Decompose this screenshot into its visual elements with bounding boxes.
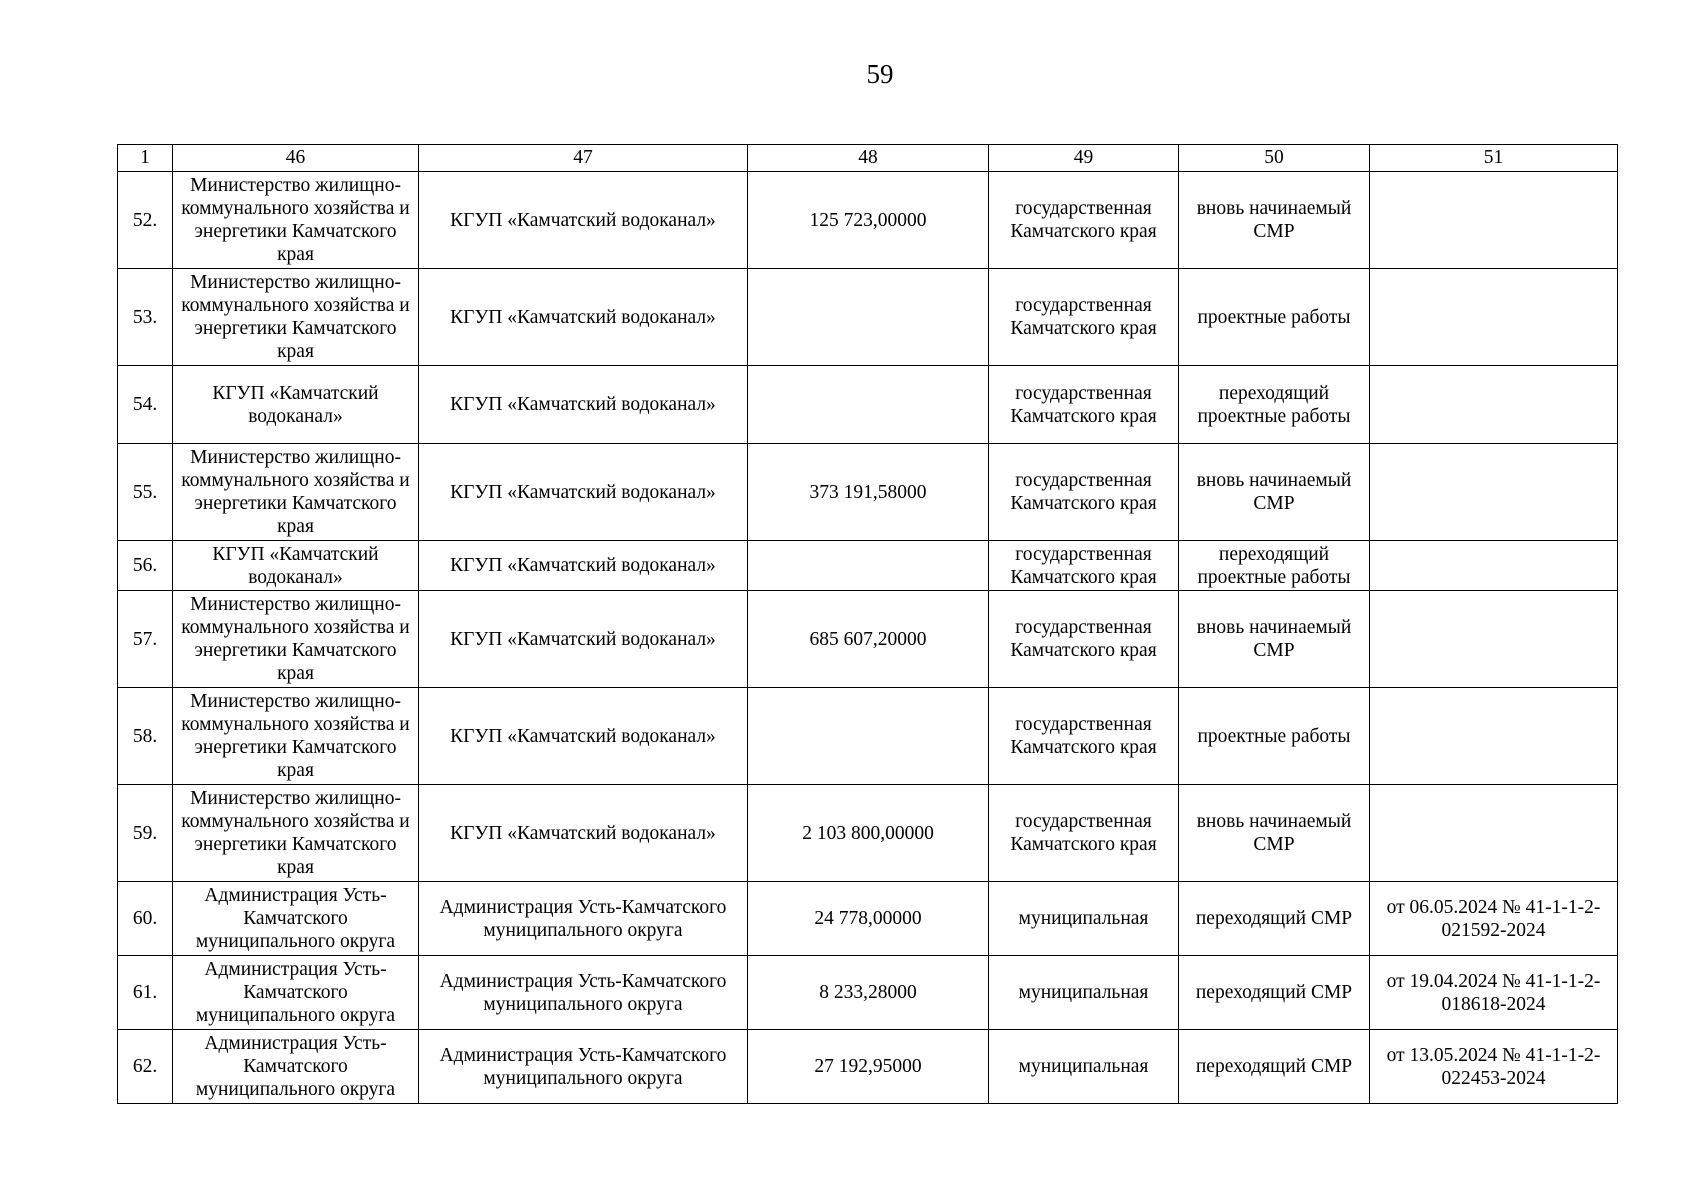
ownership-cell: государственная Камчатского края <box>989 591 1179 688</box>
row-number-cell: 60. <box>118 882 173 956</box>
developer-cell: КГУП «Камчатский водоканал» <box>419 269 748 366</box>
table-row <box>118 366 1618 444</box>
customer-cell: Администрация Усть-Камчатского муниципального округа <box>173 882 419 956</box>
customer-cell: Министерство жилищно-коммунального хозяйства и энергетики Камчатского края <box>173 172 419 269</box>
cost-cell: 373 191,58000 <box>748 444 989 541</box>
header-cell-49: 49 <box>989 145 1179 172</box>
expertise-cell <box>1370 591 1618 688</box>
cost-cell: 685 607,20000 <box>748 591 989 688</box>
work-type-cell: вновь начинаемый СМР <box>1179 591 1370 688</box>
cost-cell <box>748 269 989 366</box>
table-row <box>118 785 1618 882</box>
ownership-cell: государственная Камчатского края <box>989 172 1179 269</box>
header-cell-46: 46 <box>173 145 419 172</box>
table-row <box>118 444 1618 541</box>
row-number-cell: 56. <box>118 541 173 591</box>
cost-cell <box>748 366 989 444</box>
header-row <box>118 145 1618 172</box>
work-type-cell: проектные работы <box>1179 688 1370 785</box>
row-number-cell: 53. <box>118 269 173 366</box>
header-cell-48: 48 <box>748 145 989 172</box>
cost-cell: 8 233,28000 <box>748 956 989 1030</box>
row-number-cell: 55. <box>118 444 173 541</box>
work-type-cell: проектные работы <box>1179 269 1370 366</box>
cost-cell <box>748 688 989 785</box>
header-cell-51: 51 <box>1370 145 1618 172</box>
expertise-cell <box>1370 269 1618 366</box>
table-header <box>118 145 1618 172</box>
developer-cell: КГУП «Камчатский водоканал» <box>419 172 748 269</box>
work-type-cell: переходящий проектные работы <box>1179 366 1370 444</box>
work-type-cell: переходящий СМР <box>1179 1030 1370 1104</box>
customer-cell: Министерство жилищно-коммунального хозяйства и энергетики Камчатского края <box>173 785 419 882</box>
header-cell-50: 50 <box>1179 145 1370 172</box>
row-number-cell: 54. <box>118 366 173 444</box>
work-type-cell: переходящий СМР <box>1179 956 1370 1030</box>
expertise-cell <box>1370 785 1618 882</box>
developer-cell: КГУП «Камчатский водоканал» <box>419 366 748 444</box>
row-number-cell: 61. <box>118 956 173 1030</box>
developer-cell: Администрация Усть-Камчатского муниципального округа <box>419 1030 748 1104</box>
header-cell-47: 47 <box>419 145 748 172</box>
developer-cell: КГУП «Камчатский водоканал» <box>419 444 748 541</box>
customer-cell: Администрация Усть-Камчатского муниципального округа <box>173 956 419 1030</box>
header-cell-1: 1 <box>118 145 173 172</box>
cost-cell: 125 723,00000 <box>748 172 989 269</box>
customer-cell: Администрация Усть-Камчатского муниципального округа <box>173 1030 419 1104</box>
cost-cell: 24 778,00000 <box>748 882 989 956</box>
cost-cell: 2 103 800,00000 <box>748 785 989 882</box>
work-type-cell: переходящий СМР <box>1179 882 1370 956</box>
ownership-cell: государственная Камчатского края <box>989 366 1179 444</box>
table-row <box>118 688 1618 785</box>
expertise-cell: от 19.04.2024 № 41-1-1-2-018618-2024 <box>1370 956 1618 1030</box>
expertise-cell <box>1370 541 1618 591</box>
ownership-cell: государственная Камчатского края <box>989 269 1179 366</box>
ownership-cell: муниципальная <box>989 956 1179 1030</box>
developer-cell: Администрация Усть-Камчатского муниципального округа <box>419 882 748 956</box>
work-type-cell: вновь начинаемый СМР <box>1179 444 1370 541</box>
table-row <box>118 882 1618 956</box>
customer-cell: КГУП «Камчатский водоканал» <box>173 541 419 591</box>
developer-cell: КГУП «Камчатский водоканал» <box>419 591 748 688</box>
row-number-cell: 52. <box>118 172 173 269</box>
table-row <box>118 269 1618 366</box>
developer-cell: Администрация Усть-Камчатского муниципального округа <box>419 956 748 1030</box>
developer-cell: КГУП «Камчатский водоканал» <box>419 688 748 785</box>
customer-cell: Министерство жилищно-коммунального хозяйства и энергетики Камчатского края <box>173 444 419 541</box>
expertise-cell <box>1370 688 1618 785</box>
work-type-cell: вновь начинаемый СМР <box>1179 172 1370 269</box>
data-table <box>117 144 1618 1104</box>
table-row <box>118 591 1618 688</box>
customer-cell: КГУП «Камчатский водоканал» <box>173 366 419 444</box>
developer-cell: КГУП «Камчатский водоканал» <box>419 541 748 591</box>
expertise-cell <box>1370 444 1618 541</box>
table-row <box>118 172 1618 269</box>
row-number-cell: 62. <box>118 1030 173 1104</box>
cost-cell <box>748 541 989 591</box>
ownership-cell: государственная Камчатского края <box>989 541 1179 591</box>
row-number-cell: 57. <box>118 591 173 688</box>
ownership-cell: государственная Камчатского края <box>989 785 1179 882</box>
row-number-cell: 58. <box>118 688 173 785</box>
expertise-cell <box>1370 366 1618 444</box>
ownership-cell: муниципальная <box>989 882 1179 956</box>
ownership-cell: государственная Камчатского края <box>989 444 1179 541</box>
customer-cell: Министерство жилищно-коммунального хозяйства и энергетики Камчатского края <box>173 688 419 785</box>
expertise-cell: от 13.05.2024 № 41-1-1-2-022453-2024 <box>1370 1030 1618 1104</box>
table-row <box>118 541 1618 591</box>
customer-cell: Министерство жилищно-коммунального хозяйства и энергетики Камчатского края <box>173 591 419 688</box>
table-body <box>118 172 1618 1104</box>
ownership-cell: государственная Камчатского края <box>989 688 1179 785</box>
page-number: 59 <box>866 59 894 89</box>
row-number-cell: 59. <box>118 785 173 882</box>
table-row <box>118 1030 1618 1104</box>
work-type-cell: вновь начинаемый СМР <box>1179 785 1370 882</box>
work-type-cell: переходящий проектные работы <box>1179 541 1370 591</box>
cost-cell: 27 192,95000 <box>748 1030 989 1104</box>
table-row <box>118 956 1618 1030</box>
developer-cell: КГУП «Камчатский водоканал» <box>419 785 748 882</box>
customer-cell: Министерство жилищно-коммунального хозяйства и энергетики Камчатского края <box>173 269 419 366</box>
expertise-cell <box>1370 172 1618 269</box>
ownership-cell: муниципальная <box>989 1030 1179 1104</box>
expertise-cell: от 06.05.2024 № 41-1-1-2-021592-2024 <box>1370 882 1618 956</box>
